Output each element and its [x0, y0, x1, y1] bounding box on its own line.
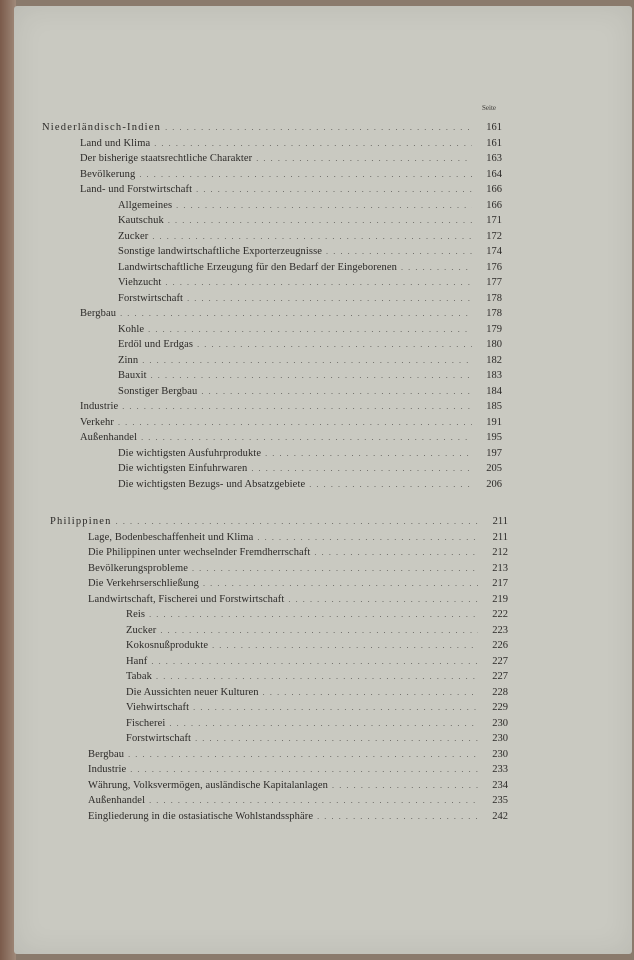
dot-leader [203, 579, 478, 588]
dot-leader [196, 185, 472, 194]
toc-entry-title: Zinn [118, 354, 139, 366]
toc-page-number: 212 [492, 547, 508, 558]
toc-entry [88, 811, 508, 825]
toc-entry [126, 702, 508, 716]
toc-entry-title: Verkehr [80, 416, 114, 428]
dot-leader [160, 626, 478, 635]
toc-page-number: 178 [486, 292, 502, 304]
toc-entry [88, 532, 508, 546]
dot-leader [265, 449, 472, 458]
toc-page-number: 229 [492, 702, 508, 713]
toc-page-number: 177 [486, 277, 502, 288]
toc-entry-title: Die wichtigsten Einfuhrwaren [118, 463, 248, 474]
toc-entry [118, 231, 502, 245]
toc-page-number: 223 [492, 624, 508, 636]
toc-entry [118, 200, 502, 214]
toc-entry-title: Sonstiger Bergbau [118, 385, 198, 397]
dot-leader [195, 734, 478, 743]
toc-page-number: 171 [486, 215, 502, 226]
page-column-label: Seite [482, 104, 496, 112]
toc-entry [88, 764, 508, 778]
dot-leader [154, 139, 472, 148]
toc-page-number: 233 [492, 764, 508, 775]
dot-leader [309, 480, 472, 489]
toc-page-number: 219 [492, 593, 508, 605]
dot-leader [197, 340, 472, 349]
toc-section-heading [42, 122, 502, 136]
toc-entry [126, 640, 508, 654]
toc-entry [88, 563, 508, 577]
dot-leader [263, 688, 478, 697]
dot-leader [151, 657, 478, 666]
toc-entry-title: Außenhandel [80, 432, 138, 443]
toc-entry-title: Zucker [126, 624, 157, 636]
toc-entry-title: Die Philippinen unter wechselnder Fremdherrschaft [88, 547, 311, 558]
toc-page-number: 228 [492, 686, 508, 698]
toc-page-number: 227 [492, 655, 508, 667]
toc-entry-title: Die Aussichten neuer Kulturen [126, 686, 259, 698]
toc-entry [88, 795, 508, 809]
toc-entry-title: Tabak [126, 671, 153, 682]
toc-entry-title: Industrie [80, 401, 119, 412]
toc-entry [80, 401, 502, 415]
toc-entry [126, 671, 508, 685]
toc-entry [118, 293, 502, 307]
toc-entry-title: Zucker [118, 230, 149, 242]
toc-entry-title: Land- und Forstwirtschaft [80, 184, 193, 195]
toc-entry [126, 687, 508, 701]
toc-page-number: 191 [486, 416, 502, 428]
toc-page-number: 184 [486, 385, 502, 397]
toc-page-number: 226 [492, 640, 508, 651]
toc-entry-title: Niederländisch-Indien [42, 122, 162, 133]
toc-entry-title: Kohle [118, 323, 145, 335]
toc-page-number: 166 [486, 199, 502, 211]
toc-page-number: 234 [492, 779, 508, 791]
toc-page-number: 163 [486, 153, 502, 164]
toc-page-number: 166 [486, 184, 502, 195]
dot-leader [193, 703, 478, 712]
toc-entry [118, 246, 502, 260]
toc-page-number: 161 [486, 122, 502, 133]
toc-entry-title: Viehzucht [118, 277, 162, 288]
dot-leader [116, 517, 478, 526]
toc-entry-title: Forstwirtschaft [118, 292, 184, 304]
toc-entry [80, 417, 502, 431]
toc-page-number: 195 [486, 432, 502, 443]
toc-entry [118, 277, 502, 291]
dot-leader [128, 750, 478, 759]
toc-page-number: 222 [492, 609, 508, 620]
toc-page-number: 206 [486, 478, 502, 490]
toc-entry-title: Außenhandel [88, 795, 146, 806]
dot-leader [317, 812, 478, 821]
dot-leader [151, 371, 472, 380]
toc-page-number: 242 [492, 810, 508, 822]
dot-leader [257, 533, 478, 542]
dot-leader [165, 123, 472, 132]
toc-entry-title: Viehwirtschaft [126, 702, 190, 713]
dot-leader [156, 672, 478, 681]
toc-entry-title: Bergbau [80, 308, 117, 319]
toc-page-number: 183 [486, 370, 502, 381]
dot-leader [149, 796, 478, 805]
toc-entry [80, 184, 502, 198]
toc-entry-title: Sonstige landwirtschaftliche Exporterzeugnisse [118, 246, 323, 257]
toc-page-number: 180 [486, 339, 502, 350]
toc-entry-title: Lage, Bodenbeschaffenheit und Klima [88, 531, 254, 543]
dot-leader [148, 325, 472, 334]
toc-entry [88, 547, 508, 561]
dot-leader [120, 309, 472, 318]
toc-page-number: 230 [492, 717, 508, 729]
toc-entry-title: Philippinen [50, 516, 112, 527]
toc-page-number: 217 [492, 578, 508, 589]
toc-page-number: 172 [486, 230, 502, 242]
toc-entry [126, 656, 508, 670]
toc-entry [118, 324, 502, 338]
toc-page-number: 230 [492, 748, 508, 760]
toc-page-number: 185 [486, 401, 502, 412]
dot-leader [288, 595, 478, 604]
toc-entry [126, 609, 508, 623]
toc-entry [118, 262, 502, 276]
dot-leader [401, 263, 472, 272]
toc-entry-title: Landwirtschaftliche Erzeugung für den Bedarf der Eingeborenen [118, 261, 397, 273]
dot-leader [314, 548, 478, 557]
toc-entry-title: Eingliederung in die ostasiatische Wohlstandssphäre [88, 810, 314, 822]
dot-leader [192, 564, 478, 573]
toc-entry [118, 479, 502, 493]
dot-leader [165, 278, 472, 287]
toc-entry-title: Bevölkerungsprobleme [88, 562, 188, 574]
toc-entry-title: Währung, Volksvermögen, ausländische Kapitalanlagen [88, 779, 329, 791]
dot-leader [168, 216, 472, 225]
toc-entry-title: Bergbau [88, 748, 125, 760]
toc-page-number: 174 [486, 246, 502, 257]
toc-entry [80, 432, 502, 446]
dot-leader [152, 232, 472, 241]
toc-entry [118, 339, 502, 353]
toc-entry [80, 153, 502, 167]
toc-page-number: 227 [492, 671, 508, 682]
dot-leader [169, 719, 478, 728]
dot-leader [256, 154, 472, 163]
toc-entry-title: Allgemeines [118, 199, 173, 211]
toc-page-number: 164 [486, 168, 502, 180]
toc-entry [126, 625, 508, 639]
dot-leader [187, 294, 472, 303]
toc-page-number: 197 [486, 447, 502, 459]
dot-leader [139, 170, 472, 179]
toc-section-heading [50, 516, 508, 530]
toc-entry-title: Fischerei [126, 717, 166, 729]
toc-page-number: 230 [492, 733, 508, 744]
toc-entry [118, 463, 502, 477]
toc-entry [118, 386, 502, 400]
toc-entry-title: Kautschuk [118, 215, 164, 226]
toc-entry-title: Erdöl und Erdgas [118, 339, 194, 350]
toc-entry [88, 578, 508, 592]
dot-leader [201, 387, 472, 396]
toc-page-number: 161 [486, 137, 502, 149]
toc-page-number: 213 [492, 562, 508, 574]
toc-entry [88, 594, 508, 608]
toc-entry [118, 448, 502, 462]
toc-page-number: 235 [492, 795, 508, 806]
toc-entry-title: Der bisherige staatsrechtliche Charakter [80, 153, 253, 164]
dot-leader [212, 641, 478, 650]
toc-entry [80, 169, 502, 183]
dot-leader [149, 610, 478, 619]
toc-entry-title: Landwirtschaft, Fischerei und Forstwirtschaft [88, 593, 285, 605]
toc-entry [80, 138, 502, 152]
toc-entry [88, 749, 508, 763]
toc-page-number: 176 [486, 261, 502, 273]
dot-leader [130, 765, 478, 774]
toc-page-number: 179 [486, 323, 502, 335]
toc-entry-title: Die wichtigsten Bezugs- und Absatzgebiete [118, 478, 306, 490]
toc-entry-title: Land und Klima [80, 137, 151, 149]
toc-page-number: 211 [492, 531, 508, 543]
toc-entry [80, 308, 502, 322]
toc-entry [118, 215, 502, 229]
toc-entry [118, 355, 502, 369]
dot-leader [251, 464, 472, 473]
toc-page-number: 178 [486, 308, 502, 319]
dot-leader [142, 356, 472, 365]
toc-entry-title: Die Verkehrserschließung [88, 578, 199, 589]
toc-entry-title: Industrie [88, 764, 127, 775]
dot-leader [122, 402, 472, 411]
toc-entry-title: Forstwirtschaft [126, 733, 192, 744]
toc-entry-title: Reis [126, 609, 146, 620]
toc-page-number: 211 [492, 516, 508, 527]
toc-entry-title: Die wichtigsten Ausfuhrprodukte [118, 447, 262, 459]
toc-entry-title: Hanf [126, 655, 148, 667]
toc-entry [88, 780, 508, 794]
dot-leader [326, 247, 472, 256]
toc-page-number: 205 [486, 463, 502, 474]
dot-leader [118, 418, 472, 427]
toc-entry-title: Bevölkerung [80, 168, 136, 180]
toc-entry [118, 370, 502, 384]
toc-entry [126, 733, 508, 747]
dot-leader [332, 781, 478, 790]
toc-page-number: 182 [486, 354, 502, 366]
dot-leader [141, 433, 472, 442]
toc-entry-title: Kokosnußprodukte [126, 640, 209, 651]
toc-entry-title: Bauxit [118, 370, 147, 381]
toc-entry [126, 718, 508, 732]
dot-leader [176, 201, 472, 210]
